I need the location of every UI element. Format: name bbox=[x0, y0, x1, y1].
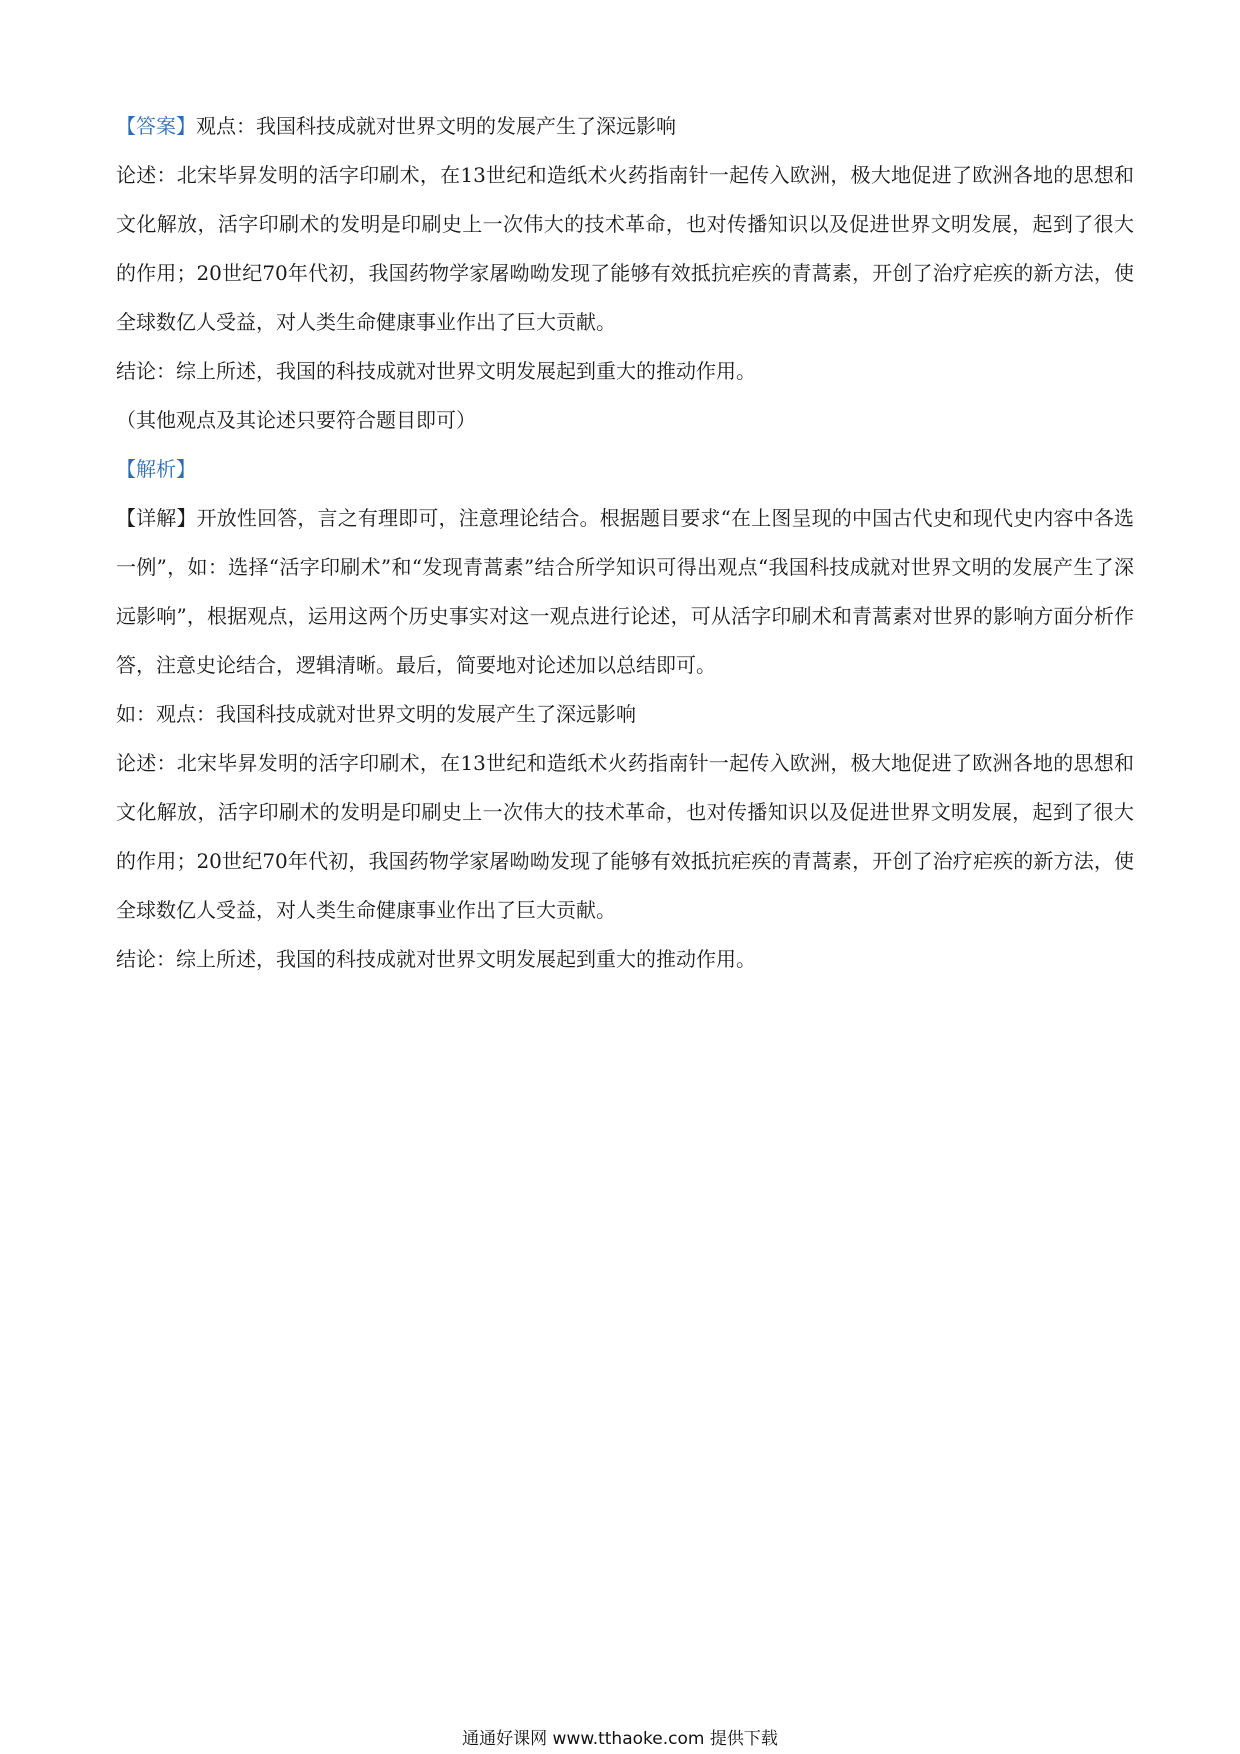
answer-view-text: 观点：我国科技成就对世界文明的发展产生了深远影响 bbox=[196, 114, 676, 138]
detail-paragraph bbox=[116, 494, 1134, 690]
example-conclusion-paragraph: 结论：综上所述，我国的科技成就对世界文明发展起到重大的推动作用。 bbox=[116, 947, 756, 971]
detail-tag: 【详解】 bbox=[116, 506, 197, 530]
answer-tag: 【答案】 bbox=[116, 114, 196, 138]
answer-view-paragraph bbox=[116, 102, 1134, 151]
page-footer: 通通好课网 www.tthaoke.com 提供下载 bbox=[462, 1729, 778, 1749]
answer-note-paragraph: （其他观点及其论述只要符合题目即可） bbox=[116, 408, 476, 432]
analysis-tag: 【解析】 bbox=[116, 457, 196, 481]
detail-text: 开放性回答，言之有理即可，注意理论结合。根据题目要求“在上图呈现的中国古代史和现代史内容中各选一例”，如：选择“活字印刷术”和“发现青蒿素”结合所学知识可得出观点“我国科技成就对世界文明的发展产生了深远影响”，根据观点，运用这两个历史事实对这一观点进行论述，可从活字印刷术和青蒿素对世界的影响方面分析作答，注意史论结合，逻辑清晰。最后，简要地对论述加以总结即可。 bbox=[116, 506, 1134, 677]
analysis-paragraph bbox=[116, 445, 1134, 494]
example-view-paragraph: 如：观点：我国科技成就对世界文明的发展产生了深远影响 bbox=[116, 702, 636, 726]
answer-conclusion-paragraph: 结论：综上所述，我国的科技成就对世界文明发展起到重大的推动作用。 bbox=[116, 359, 756, 383]
answer-argument-paragraph: 论述：北宋毕昇发明的活字印刷术，在13世纪和造纸术火药指南针一起传入欧洲，极大地促进了欧洲各地的思想和文化解放，活字印刷术的发明是印刷史上一次伟大的技术革命，也对传播知识以及促进世界文明发展，起到了很大的作用；20世纪70年代初，我国药物学家屠呦呦发现了能够有效抵抗疟疾的青蒿素，开创了治疗疟疾的新方法，使全球数亿人受益，对人类生命健康事业作出了巨大贡献。 bbox=[116, 163, 1134, 334]
example-argument-paragraph: 论述：北宋毕昇发明的活字印刷术，在13世纪和造纸术火药指南针一起传入欧洲，极大地促进了欧洲各地的思想和文化解放，活字印刷术的发明是印刷史上一次伟大的技术革命，也对传播知识以及促进世界文明发展，起到了很大的作用；20世纪70年代初，我国药物学家屠呦呦发现了能够有效抵抗疟疾的青蒿素，开创了治疗疟疾的新方法，使全球数亿人受益，对人类生命健康事业作出了巨大贡献。 bbox=[116, 751, 1134, 922]
document-body bbox=[116, 102, 1134, 984]
